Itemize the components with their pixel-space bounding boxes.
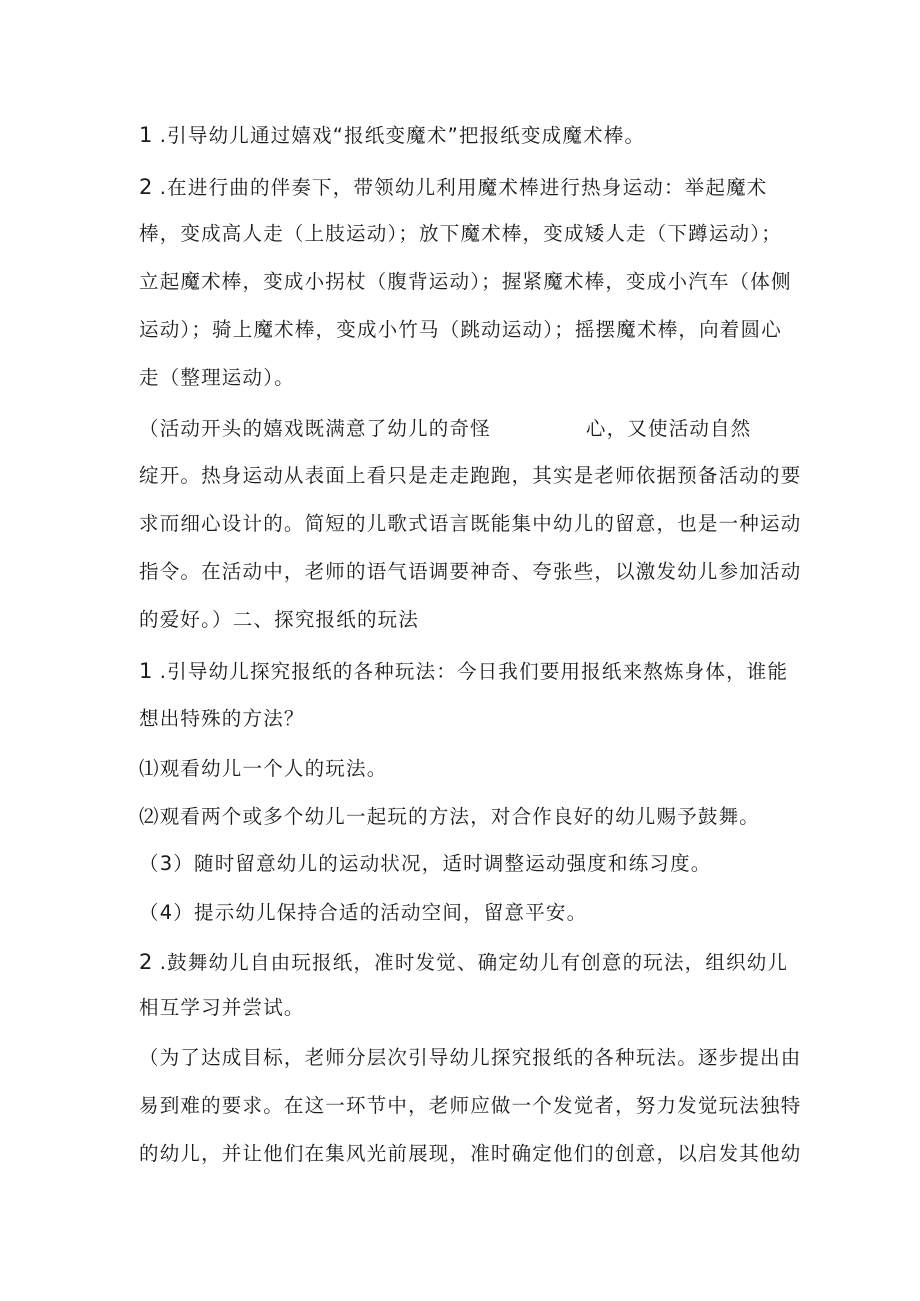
line-text: 求而细心设计的。简短的儿歌式语言既能集中幼儿的留意，也是一种运动 <box>139 512 802 535</box>
line-text: 指令。在活动中，老师的语气语调要神奇、夸张些，以激发幼儿参加活动 <box>139 560 802 583</box>
line-text: 的爱好。）二、探究报纸的玩法 <box>139 608 420 631</box>
text-line <box>139 805 760 829</box>
list-number: 2 <box>139 950 153 974</box>
line-text: .引导幼儿通过嬉戏“报纸变魔术”把报纸变成魔术棒。 <box>152 124 646 147</box>
text-line <box>139 1046 801 1070</box>
line-text: （为了达成目标，老师分层次引导幼儿探究报纸的各种玩法。逐步提出由 <box>139 1046 802 1069</box>
line-text: 走（整理运动）。 <box>139 366 295 389</box>
line-text: 绽开。热身运动从表面上看只是走走跑跑，其实是老师依据预备活动的要 <box>139 464 802 487</box>
line-text: ⑵观看两个或多个幼儿一起玩的方法，对合作良好的幼儿赐予鼓舞。 <box>139 805 761 828</box>
text-line <box>139 852 712 876</box>
line-text: （活动开头的嬉戏既满意了幼儿的奇怪 <box>139 417 491 440</box>
line-text: （3）随时留意幼儿的运动状况，适时调整运动强度和练习度。 <box>139 852 712 875</box>
text-line <box>139 417 752 441</box>
text-line <box>139 464 801 488</box>
line-text: .在进行曲的伴奏下，带领幼儿利用魔术棒进行热身运动：举起魔术 <box>152 176 768 199</box>
line-text-continued: 心，又使活动自然 <box>585 417 752 440</box>
line-text: 的幼儿，并让他们在集风光前展现，准时确定他们的创意，以启发其他幼 <box>139 1142 802 1165</box>
line-text: .引导幼儿探究报纸的各种玩法：今日我们要用报纸来熬炼身体，谁能 <box>152 660 789 683</box>
line-text: 易到难的要求。在这一环节中，老师应做一个发觉者，努力发觉玩法独特 <box>139 1094 802 1117</box>
text-line <box>139 707 305 731</box>
line-text: 运动）；骑上魔术棒，变成小竹马（跳动运动）；摇摆魔术棒，向着圆心 <box>139 318 782 341</box>
line-text: ⑴观看幼儿一个人的玩法。 <box>139 757 388 780</box>
line-text: （4）提示幼儿保持合适的活动空间，留意平安。 <box>139 901 588 924</box>
text-line <box>139 512 801 536</box>
text-line <box>139 222 782 246</box>
line-text: 相互学习并尝试。 <box>139 996 305 1019</box>
text-line <box>139 366 295 390</box>
text-line <box>139 901 587 925</box>
text-line <box>139 996 305 1020</box>
text-line <box>139 175 767 200</box>
line-text: .鼓舞幼儿自由玩报纸，准时发觉、确定幼儿有创意的玩法，组织幼儿 <box>152 951 789 974</box>
line-text: 想出特殊的方法？ <box>139 707 305 730</box>
list-number: 1 <box>139 659 153 683</box>
text-line <box>139 757 387 781</box>
text-line <box>139 270 792 294</box>
text-line <box>139 659 788 684</box>
text-line <box>139 560 801 584</box>
list-number: 1 <box>139 123 153 147</box>
text-line <box>139 950 788 975</box>
text-line <box>139 1142 801 1166</box>
line-text: 棒，变成高人走（上肢运动）；放下魔术棒，变成矮人走（下蹲运动）； <box>139 222 782 245</box>
list-number: 2 <box>139 175 153 199</box>
text-line <box>139 318 782 342</box>
text-line <box>139 608 419 632</box>
text-line <box>139 1094 801 1118</box>
line-text: 立起魔术棒，变成小拐杖（腹背运动）；握紧魔术棒，变成小汽车（体侧 <box>139 270 792 293</box>
text-line <box>139 123 645 148</box>
